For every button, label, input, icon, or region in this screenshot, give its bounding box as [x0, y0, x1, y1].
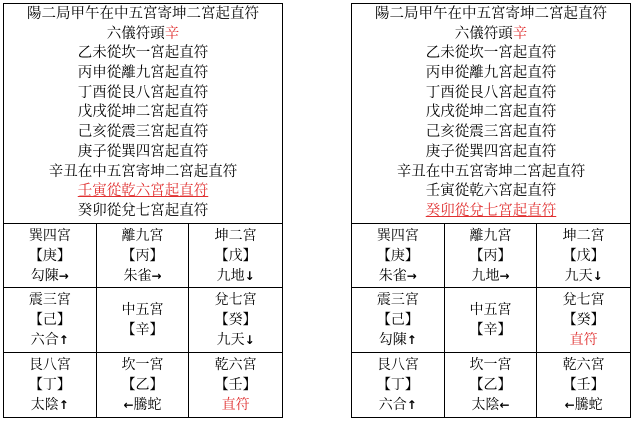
stem-label: 【癸】 — [562, 311, 605, 328]
palace-cell — [189, 353, 282, 417]
direction-arrow-icon: ↑ — [406, 397, 417, 412]
god-line — [537, 395, 630, 415]
direction-arrow-icon: → — [499, 268, 510, 283]
palace-cell — [352, 288, 445, 352]
direction-arrow-icon: ← — [123, 397, 134, 412]
header-line: 辛丑在中五宮寄坤二宮起直符 — [396, 163, 586, 180]
chart-panel-left — [3, 3, 283, 418]
god-name: 直符 — [221, 396, 250, 413]
direction-arrow-icon: → — [151, 268, 162, 283]
stem-label: 【壬】 — [214, 376, 257, 393]
panel-header — [4, 4, 282, 224]
palace-name: 坎一宮 — [469, 356, 512, 373]
header-line: 戊戌從坤二宮起直符 — [425, 104, 557, 121]
palace-cell — [97, 288, 190, 352]
direction-arrow-icon: ↓ — [244, 332, 255, 347]
stem-label: 【乙】 — [121, 376, 164, 393]
stem-label: 【辛】 — [121, 321, 164, 338]
palace-cell — [537, 353, 630, 417]
god-line — [4, 330, 96, 350]
palace-name: 離九宮 — [121, 227, 164, 244]
header-line: 戊戌從坤二宮起直符 — [77, 104, 209, 121]
header-line: 壬寅從乾六宮起直符 — [425, 183, 557, 200]
god-line — [97, 395, 189, 415]
direction-arrow-icon: ↑ — [58, 397, 69, 412]
header-line-red: 辛 — [512, 25, 528, 42]
stem-label: 【己】 — [28, 311, 71, 328]
god-line — [189, 266, 282, 286]
palace-cell — [352, 353, 445, 417]
header-line: 庚子從巽四宮起直符 — [77, 143, 209, 160]
palace-name: 中五宮 — [121, 301, 164, 318]
stem-label: 【丁】 — [28, 376, 71, 393]
palace-name: 坎一宮 — [121, 356, 164, 373]
direction-arrow-icon: ↑ — [406, 332, 417, 347]
stem-label: 【癸】 — [214, 311, 257, 328]
palace-name: 中五宮 — [469, 301, 512, 318]
god-line — [189, 395, 282, 415]
header-line: 陽二局甲午在中五宮寄坤二宮起直符 — [375, 6, 607, 22]
god-line — [537, 266, 630, 286]
direction-arrow-icon: ↓ — [592, 268, 603, 283]
header-line: 乙未從坎一宮起直符 — [77, 45, 209, 62]
header-line-red: 辛 — [164, 25, 180, 42]
panel-header — [352, 4, 630, 224]
stem-label: 【丙】 — [469, 247, 512, 264]
god-name: 太陰 — [30, 396, 59, 413]
palace-cell — [189, 224, 282, 288]
god-name: 九地 — [471, 267, 500, 284]
god-name: 太陰 — [471, 396, 500, 413]
header-line: 丙申從離九宮起直符 — [425, 65, 557, 82]
palace-name: 艮八宮 — [28, 356, 71, 373]
god-name: 九地 — [216, 267, 245, 284]
header-line: 丁酉從艮八宮起直符 — [425, 84, 557, 101]
god-name: 六合 — [30, 331, 59, 348]
palace-grid — [352, 224, 630, 417]
god-line — [445, 266, 537, 286]
god-line — [537, 330, 630, 350]
palace-name: 坤二宮 — [562, 227, 605, 244]
palace-cell — [352, 224, 445, 288]
god-line — [445, 395, 537, 415]
palace-cell — [97, 224, 190, 288]
direction-arrow-icon: → — [406, 268, 417, 283]
god-line — [4, 395, 96, 415]
palace-cell — [445, 224, 538, 288]
stem-label: 【己】 — [376, 311, 419, 328]
palace-grid — [4, 224, 282, 417]
palace-cell — [4, 353, 97, 417]
header-line: 癸卯從兌七宮起直符 — [77, 202, 209, 219]
god-name: 勾陳 — [30, 267, 59, 284]
god-name: 六合 — [378, 396, 407, 413]
god-line — [352, 395, 444, 415]
god-name: 九天 — [564, 267, 593, 284]
header-line-highlight: 壬寅從乾六宮起直符 — [77, 183, 209, 200]
header-line: 己亥從震三宮起直符 — [425, 124, 557, 141]
stem-label: 【丙】 — [121, 247, 164, 264]
palace-cell — [4, 224, 97, 288]
header-line-highlight: 癸卯從兌七宮起直符 — [425, 202, 557, 219]
god-line — [97, 266, 189, 286]
palace-name: 離九宮 — [469, 227, 512, 244]
palace-name: 坤二宮 — [214, 227, 257, 244]
stem-label: 【壬】 — [562, 376, 605, 393]
god-name: 騰蛇 — [133, 396, 162, 413]
god-name: 勾陳 — [378, 331, 407, 348]
header-line-prefix: 六儀符頭 — [106, 25, 165, 42]
palace-cell — [537, 288, 630, 352]
palace-name: 震三宮 — [28, 291, 71, 308]
god-name: 直符 — [569, 331, 598, 348]
palace-cell — [445, 353, 538, 417]
stem-label: 【乙】 — [469, 376, 512, 393]
chart-panel-right — [351, 3, 631, 418]
direction-arrow-icon: → — [58, 268, 69, 283]
stem-label: 【戊】 — [562, 247, 605, 264]
palace-name: 兌七宮 — [562, 291, 605, 308]
stem-label: 【庚】 — [28, 247, 71, 264]
palace-name: 乾六宮 — [214, 356, 257, 373]
header-line-prefix: 六儀符頭 — [454, 25, 513, 42]
god-name: 朱雀 — [378, 267, 407, 284]
palace-cell — [189, 288, 282, 352]
header-line: 乙未從坎一宮起直符 — [425, 45, 557, 62]
god-line — [352, 266, 444, 286]
header-line — [4, 182, 282, 202]
palace-cell — [537, 224, 630, 288]
palace-name: 巽四宮 — [28, 227, 71, 244]
direction-arrow-icon: ↑ — [58, 332, 69, 347]
god-name: 九天 — [216, 331, 245, 348]
header-line — [352, 25, 630, 45]
header-line: 陽二局甲午在中五宮寄坤二宮起直符 — [27, 6, 259, 22]
palace-name: 巽四宮 — [376, 227, 419, 244]
stem-label: 【庚】 — [376, 247, 419, 264]
palace-cell — [4, 288, 97, 352]
header-line: 丁酉從艮八宮起直符 — [77, 84, 209, 101]
god-line — [352, 330, 444, 350]
god-line — [189, 330, 282, 350]
god-name: 騰蛇 — [574, 396, 603, 413]
palace-cell — [97, 353, 190, 417]
god-name: 朱雀 — [123, 267, 152, 284]
palace-name: 震三宮 — [376, 291, 419, 308]
palace-name: 乾六宮 — [562, 356, 605, 373]
header-line: 庚子從巽四宮起直符 — [425, 143, 557, 160]
direction-arrow-icon: ← — [499, 397, 510, 412]
god-line — [4, 266, 96, 286]
header-line: 辛丑在中五宮寄坤二宮起直符 — [48, 163, 238, 180]
stem-label: 【丁】 — [376, 376, 419, 393]
stem-label: 【戊】 — [214, 247, 257, 264]
header-line — [4, 25, 282, 45]
direction-arrow-icon: ↓ — [244, 268, 255, 283]
direction-arrow-icon: ← — [564, 397, 575, 412]
palace-name: 兌七宮 — [214, 291, 257, 308]
palace-name: 艮八宮 — [376, 356, 419, 373]
stem-label: 【辛】 — [469, 321, 512, 338]
header-line — [352, 202, 630, 222]
header-line: 己亥從震三宮起直符 — [77, 124, 209, 141]
header-line: 丙申從離九宮起直符 — [77, 65, 209, 82]
palace-cell — [445, 288, 538, 352]
